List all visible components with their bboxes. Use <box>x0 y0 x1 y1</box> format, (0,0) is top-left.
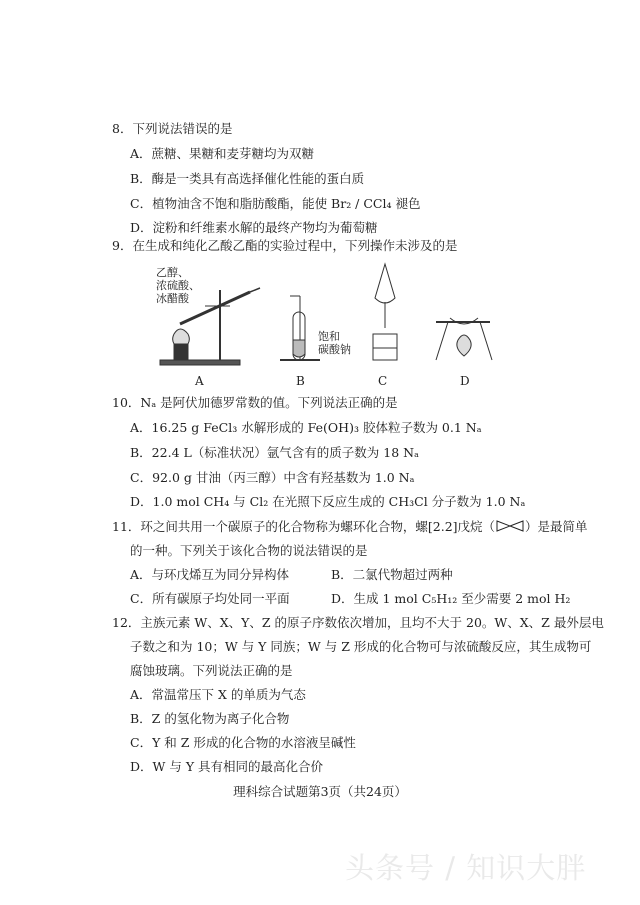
q8-option-c: C．植物油含不饱和脂肪酸酯，能使 Br₂ / CCl₄ 褪色 <box>130 196 421 211</box>
q12-option-d: D．W 与 Y 具有相同的最高化合价 <box>130 759 324 774</box>
q10-option-d: D．1.0 mol CH₄ 与 Cl₂ 在光照下反应生成的 CH₃Cl 分子数为 1.0 Nₐ <box>130 494 526 509</box>
tube-end-a <box>250 288 260 292</box>
beaker-c <box>373 334 397 360</box>
q12-stem: 12．主族元素 W、X、Y、Z 的原子序数依次增加，且均不大于 20。W、X、Z 最外层电 <box>112 615 604 630</box>
lamp-d <box>457 335 471 356</box>
q9-letter-c: C <box>378 374 388 388</box>
q12-option-c: C．Y 和 Z 形成的化合物的水溶液呈碱性 <box>130 735 356 750</box>
q12-option-a: A．常温常压下 X 的单质为气态 <box>130 687 306 702</box>
q12-option-b: B．Z 的氢化物为离子化合物 <box>130 711 290 726</box>
q9-label-reagents: 乙醇、 浓硫酸、 冰醋酸 <box>156 266 200 305</box>
watermark: 头条号 / 知识大胖 <box>345 851 587 885</box>
q8-option-a: A．蔗糖、果糖和麦芽糖均为双糖 <box>130 146 315 161</box>
q12-stem-line3: 腐蚀玻璃。下列说法正确的是 <box>130 663 293 678</box>
q11-option-c: C．所有碳原子均处同一平面 <box>130 591 290 606</box>
q8-option-b: B．酶是一类具有高选择催化性能的蛋白质 <box>130 171 365 186</box>
q10-option-c: C．92.0 g 甘油（丙三醇）中含有羟基数为 1.0 Nₐ <box>130 470 415 485</box>
q10-option-a: A．16.25 g FeCl₃ 水解形成的 Fe(OH)₃ 胶体粒子数为 0.1 Nₐ <box>130 420 482 435</box>
q11-option-d: D．生成 1 mol C₅H₁₂ 至少需要 2 mol H₂ <box>331 591 571 606</box>
q9-stem: 9．在生成和纯化乙酸乙酯的实验过程中，下列操作未涉及的是 <box>112 238 458 253</box>
q9-letter-b: B <box>296 374 305 388</box>
apparatus-drawing <box>150 262 530 387</box>
liquid-b <box>293 340 305 357</box>
q9-letter-d: D <box>460 374 470 388</box>
q9-apparatus-figure <box>150 262 530 387</box>
q11-stem-tail: ）是最简单 <box>525 519 588 534</box>
q12-stem-line2: 子数之和为 10；W 与 Y 同族；W 与 Z 形成的化合物可与浓硫酸反应，其生成物可 <box>130 639 592 654</box>
tripod-leg2-d <box>480 322 492 360</box>
q8-option-d: D．淀粉和纤维素水解的最终产物均为葡萄糖 <box>130 220 378 235</box>
funnel-c <box>375 264 395 303</box>
tripod-leg1-d <box>436 322 448 360</box>
spiropentane-structure-icon <box>495 520 525 532</box>
q11-stem-text: 11．环之间共用一个碳原子的化合物称为螺环化合物，螺[2.2]戊烷（ <box>112 519 496 534</box>
page-footer: 理科综合试题第3页（共24页） <box>233 784 407 799</box>
stand-base-a <box>160 360 240 365</box>
q9-label-saturated: 饱和 碳酸钠 <box>318 330 351 356</box>
burner-a <box>174 344 188 360</box>
q11-stem-line2: 的一种。下列关于该化合物的说法错误的是 <box>130 543 368 558</box>
q11-stem <box>112 518 588 536</box>
q10-option-b: B．22.4 L（标准状况）氩气含有的质子数为 18 Nₐ <box>130 445 419 460</box>
q11-option-a: A．与环戊烯互为同分异构体 <box>130 567 290 582</box>
q8-stem: 8．下列说法错误的是 <box>112 121 233 136</box>
q10-stem: 10．Nₐ 是阿伏加德罗常数的值。下列说法正确的是 <box>112 395 398 410</box>
q11-option-b: B．二氯代物超过两种 <box>331 567 453 582</box>
q9-letter-a: A <box>195 374 204 388</box>
